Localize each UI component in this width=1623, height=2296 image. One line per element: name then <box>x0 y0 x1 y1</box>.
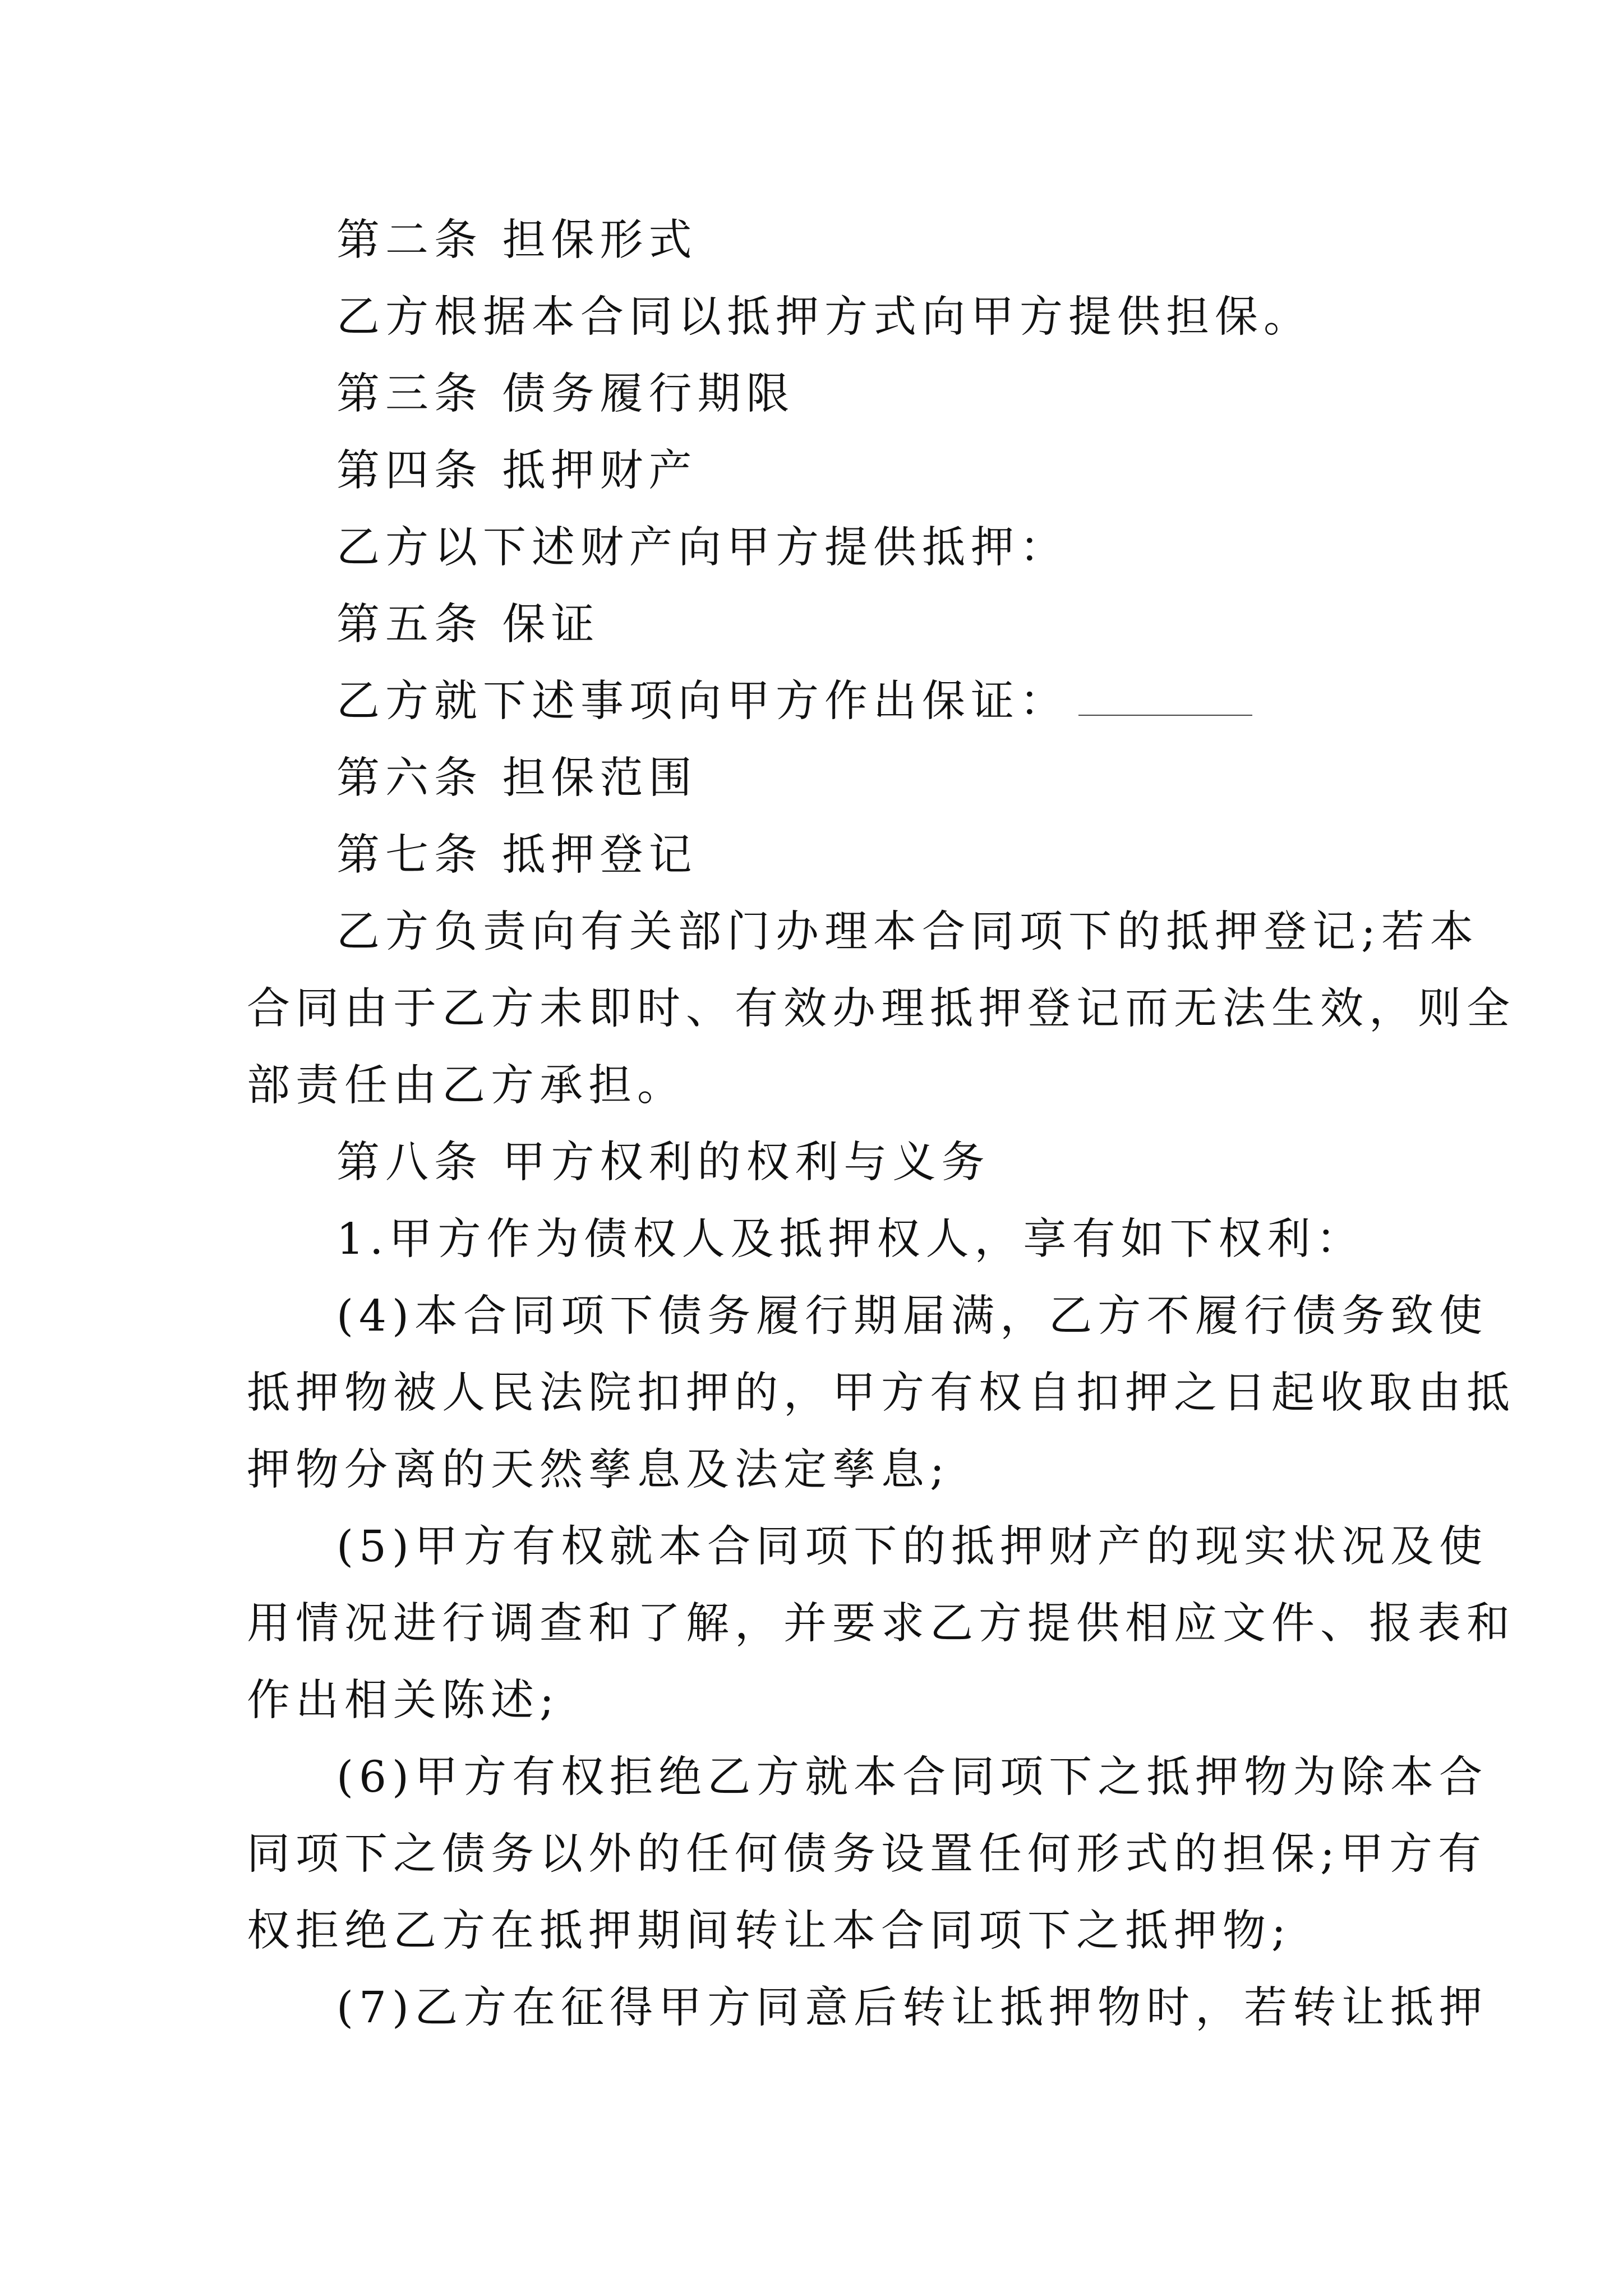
paragraph-line: 1.甲方作为债权人及抵押权人，享有如下权利： <box>336 1214 1365 1264</box>
paragraph-text: 乙方就下述事项向甲方作出保证： <box>336 677 1068 726</box>
paragraph-line: 押物分离的天然孳息及法定孳息; <box>247 1445 950 1495</box>
paragraph-line: 同项下之债务以外的任何债务设置任何形式的担保;甲方有 <box>247 1829 1487 1879</box>
article-heading: 第四条 抵押财产 <box>336 446 698 496</box>
paragraph-line: (4)本合同项下债务履行期届满，乙方不履行债务致使 <box>336 1291 1488 1341</box>
paragraph-line: 乙方根据本合同以抵押方式向甲方提供担保。 <box>336 292 1312 342</box>
paragraph-line: 作出相关陈述; <box>247 1676 560 1726</box>
paragraph-line: 权拒绝乙方在抵押期间转让本合同项下之抵押物; <box>247 1906 1292 1956</box>
article-heading: 第六条 担保范围 <box>336 753 698 803</box>
paragraph-line: (7)乙方在征得甲方同意后转让抵押物时，若转让抵押 <box>336 1983 1488 2033</box>
paragraph-line: 乙方负责向有关部门办理本合同项下的抵押登记;若本 <box>336 907 1479 957</box>
paragraph-line: (5)甲方有权就本合同项下的抵押财产的现实状况及使 <box>336 1522 1488 1572</box>
article-heading: 第七条 抵押登记 <box>336 830 698 880</box>
paragraph-line: 合同由于乙方未即时、有效办理抵押登记而无法生效，则全 <box>247 984 1515 1034</box>
document-body <box>247 202 1515 2046</box>
paragraph-line: 抵押物被人民法院扣押的，甲方有权自扣押之日起收取由抵 <box>247 1368 1515 1418</box>
article-heading: 第三条 债务履行期限 <box>336 369 795 419</box>
paragraph-line: 部责任由乙方承担。 <box>247 1061 686 1111</box>
article-heading: 第八条 甲方权利的权利与义务 <box>336 1138 990 1188</box>
article-heading: 第五条 保证 <box>336 600 600 650</box>
paragraph-line: 用情况进行调查和了解，并要求乙方提供相应文件、报表和 <box>247 1599 1515 1649</box>
article-heading: 第二条 担保形式 <box>336 215 698 265</box>
fill-in-blank <box>1078 671 1252 716</box>
paragraph-line: 乙方以下述财产向甲方提供抵押： <box>336 523 1068 573</box>
paragraph-line: (6)甲方有权拒绝乙方就本合同项下之抵押物为除本合 <box>336 1752 1488 1802</box>
paragraph-line-with-blank <box>247 663 1391 740</box>
